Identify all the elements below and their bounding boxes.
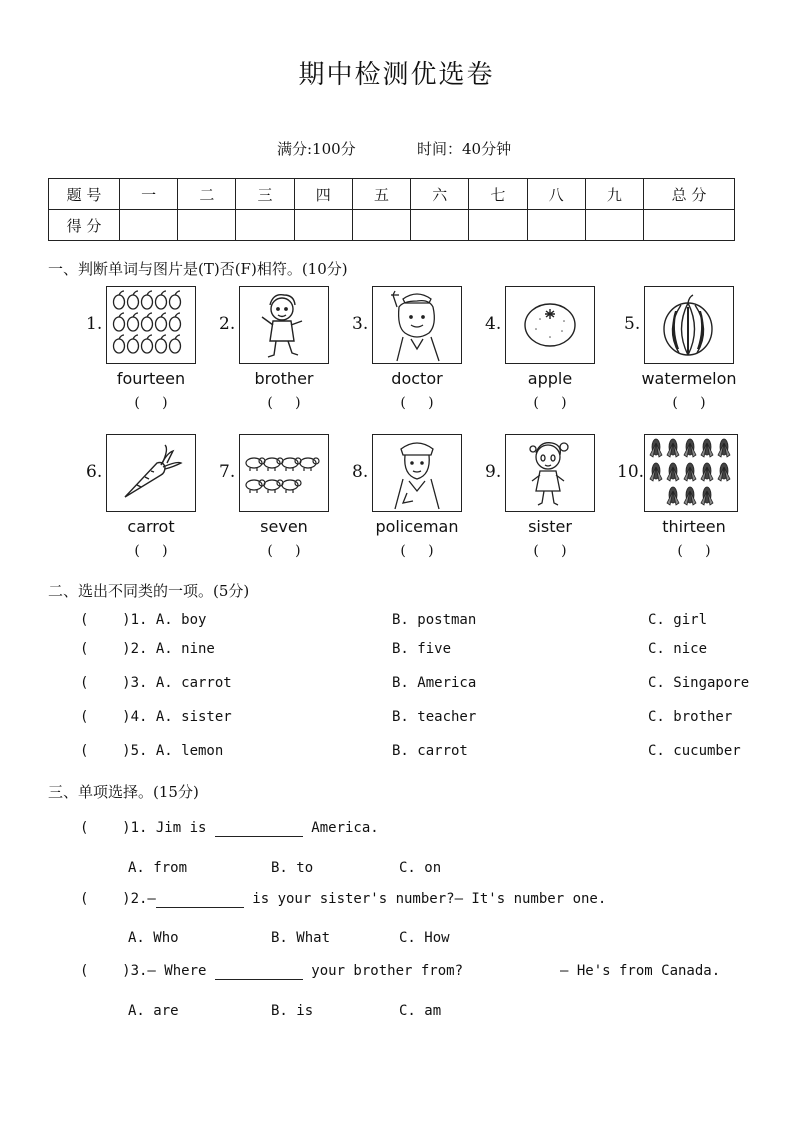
score-table-score-row — [49, 210, 735, 241]
fill-blank[interactable] — [156, 891, 244, 908]
answer-blank[interactable]: ( ) — [400, 395, 434, 411]
section1-heading: 一、判断单词与图片是(T)否(F)相符。(10分) — [48, 260, 348, 278]
score-col: 四 — [294, 179, 352, 210]
item-number: 3. — [352, 314, 369, 334]
item-word: doctor — [391, 369, 443, 388]
item-word: watermelon — [641, 369, 737, 388]
score-cell[interactable] — [352, 210, 410, 241]
question-1 — [80, 820, 379, 837]
question-stem: ( )2.— — [80, 891, 156, 907]
score-cell[interactable] — [178, 210, 236, 241]
item-word: apple — [527, 369, 573, 388]
full-score: 满分:100分 — [277, 140, 356, 158]
option-c: C. am — [399, 1003, 442, 1019]
score-table-header-row — [49, 179, 735, 210]
item-number: 7. — [219, 462, 236, 482]
section2-heading: 二、选出不同类的一项。(5分) — [48, 582, 250, 600]
score-col: 九 — [585, 179, 643, 210]
score-cell[interactable] — [294, 210, 352, 241]
score-col: 八 — [527, 179, 585, 210]
choice-c: C. Singapore — [648, 675, 750, 691]
answer-blank[interactable]: ( ) — [134, 395, 168, 411]
option-b: B. to — [271, 860, 314, 876]
score-row-label: 得 分 — [49, 210, 120, 241]
option-b: B. is — [271, 1003, 314, 1019]
time-limit: 时间：40分钟 — [417, 140, 512, 158]
choice-b: B. carrot — [392, 743, 468, 759]
score-col: 五 — [352, 179, 410, 210]
score-cell[interactable] — [411, 210, 469, 241]
page-title: 期中检测优选卷 — [298, 60, 495, 90]
item-number: 1. — [86, 314, 103, 334]
item-word: seven — [260, 517, 308, 536]
score-cell[interactable] — [469, 210, 527, 241]
question-3 — [80, 963, 463, 980]
question-stem-end: your brother from? — [302, 963, 464, 979]
choice-b: B. teacher — [392, 709, 477, 725]
score-cell[interactable] — [236, 210, 294, 241]
option-b: B. What — [271, 930, 331, 946]
score-col: 一 — [120, 179, 178, 210]
answer-blank[interactable]: ( ) — [677, 543, 711, 559]
item-word: brother — [254, 369, 314, 388]
option-c: C. How — [399, 930, 450, 946]
option-a: A. Who — [128, 930, 179, 946]
fourteen-pears-icon — [106, 286, 196, 364]
score-cell[interactable] — [120, 210, 178, 241]
choice-b: B. America — [392, 675, 477, 691]
choice-c: C. girl — [648, 612, 708, 628]
section3-heading: 三、单项选择。(15分) — [48, 783, 199, 801]
choice-b: B. postman — [392, 612, 477, 628]
choice-c: C. nice — [648, 641, 708, 657]
item-word: policeman — [375, 517, 459, 536]
choice-row-stem: ( )1. A. boy — [80, 612, 207, 628]
score-cell[interactable] — [644, 210, 735, 241]
choice-row-stem: ( )3. A. carrot — [80, 675, 232, 691]
carrot-icon — [106, 434, 196, 512]
item-word: thirteen — [662, 517, 726, 536]
item-number: 2. — [219, 314, 236, 334]
answer-blank[interactable]: ( ) — [134, 543, 168, 559]
question-stem-end: America. — [302, 820, 379, 836]
watermelon-icon — [644, 286, 734, 364]
item-number: 9. — [485, 462, 502, 482]
boy-icon — [239, 286, 329, 364]
score-col-total: 总 分 — [644, 179, 735, 210]
score-cell[interactable] — [585, 210, 643, 241]
question-2 — [80, 891, 606, 908]
answer-blank[interactable]: ( ) — [533, 395, 567, 411]
score-col: 七 — [469, 179, 527, 210]
item-word: sister — [528, 517, 572, 536]
score-cell[interactable] — [527, 210, 585, 241]
score-col: 六 — [411, 179, 469, 210]
score-header-label: 题 号 — [49, 179, 120, 210]
option-a: A. from — [128, 860, 188, 876]
question-stem-end: is your sister's number?— It's number one. — [243, 891, 607, 907]
orange-icon — [505, 286, 595, 364]
item-number: 6. — [86, 462, 103, 482]
question-3-answer: — He's from Canada. — [560, 963, 721, 979]
answer-blank[interactable]: ( ) — [267, 543, 301, 559]
answer-blank[interactable]: ( ) — [672, 395, 706, 411]
question-stem: ( )3.— Where — [80, 963, 215, 979]
answer-blank[interactable]: ( ) — [267, 395, 301, 411]
score-col: 二 — [178, 179, 236, 210]
answer-blank[interactable]: ( ) — [533, 543, 567, 559]
nurse-icon — [372, 286, 462, 364]
choice-c: C. brother — [648, 709, 733, 725]
choice-c: C. cucumber — [648, 743, 741, 759]
policeman-icon — [372, 434, 462, 512]
choice-row-stem: ( )5. A. lemon — [80, 743, 224, 759]
item-word: fourteen — [116, 369, 186, 388]
score-col: 三 — [236, 179, 294, 210]
sheep-icon — [239, 434, 329, 512]
item-number: 8. — [352, 462, 369, 482]
choice-row-stem: ( )4. A. sister — [80, 709, 232, 725]
fill-blank[interactable] — [215, 963, 303, 980]
item-number: 10. — [617, 462, 645, 482]
corn-icon — [644, 434, 738, 512]
option-c: C. on — [399, 860, 442, 876]
question-stem: ( )1. Jim is — [80, 820, 215, 836]
item-word: carrot — [127, 517, 175, 536]
option-a: A. are — [128, 1003, 179, 1019]
item-number: 5. — [624, 314, 641, 334]
item-number: 4. — [485, 314, 502, 334]
fill-blank[interactable] — [215, 820, 303, 837]
choice-b: B. five — [392, 641, 452, 657]
score-table — [48, 178, 735, 241]
answer-blank[interactable]: ( ) — [400, 543, 434, 559]
choice-row-stem: ( )2. A. nine — [80, 641, 215, 657]
girl-icon — [505, 434, 595, 512]
